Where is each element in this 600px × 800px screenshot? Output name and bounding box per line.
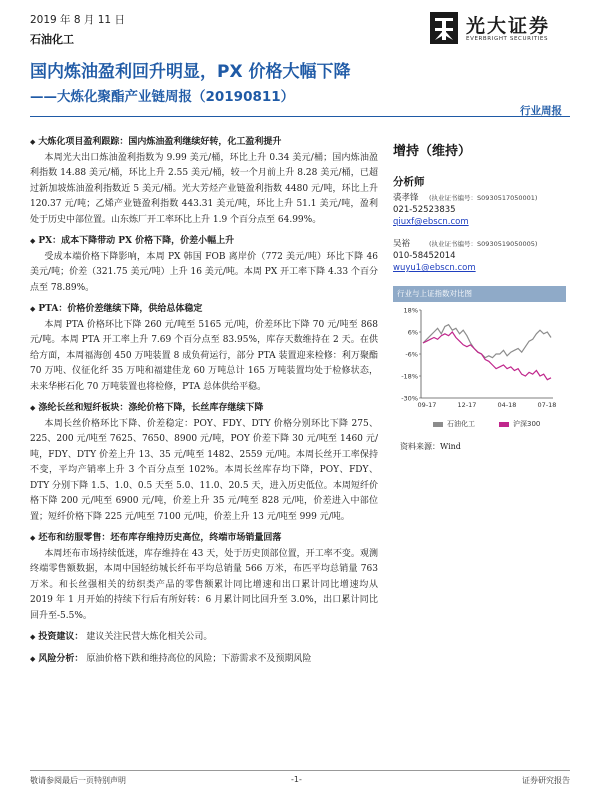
section-advice <box>30 629 378 646</box>
section-heading: 投资建议： <box>38 632 84 642</box>
report-subtitle: ——大炼化聚酯产业链周报（20190811） <box>30 89 295 105</box>
chart-source: 资料来源：Wind <box>400 442 461 451</box>
section-inline-text: 建议关注民营大炼化相关公司。 <box>86 632 213 642</box>
diamond-bullet-icon: ◆ <box>30 236 36 245</box>
report-title: 国内炼油盈利回升明显，PX 价格大幅下降 <box>30 62 351 82</box>
legend-swatch <box>499 422 509 427</box>
legend-swatch <box>433 422 443 427</box>
diamond-bullet-icon: ◆ <box>30 533 36 542</box>
y-tick-label: -30% <box>401 394 418 403</box>
x-tick-label: 12-17 <box>457 401 477 409</box>
analyst-phone: 010-58452014 <box>393 251 456 261</box>
diamond-bullet-icon: ◆ <box>30 632 36 641</box>
section-retail <box>30 530 378 624</box>
legend-label: 沪深300 <box>513 420 541 428</box>
analyst-card <box>393 238 537 274</box>
analyst-name: 裘孝锋 <box>393 193 419 203</box>
analyst-cert-label: (执业证书编号： <box>429 194 478 202</box>
sector-label: 石油化工 <box>30 33 74 46</box>
section-pta <box>30 301 378 395</box>
section-px <box>30 233 378 296</box>
section-polyester <box>30 400 378 525</box>
logo-mark-icon <box>428 10 462 46</box>
header-divider <box>30 116 570 117</box>
legend-label: 石油化工 <box>447 420 475 428</box>
analyst-cert-number: S0930519050005) <box>477 240 538 248</box>
section-risk <box>30 651 378 668</box>
section-heading: 大炼化项目盈利跟踪：国内炼油盈利继续好转，化工盈利提升 <box>38 137 282 147</box>
series-line-0 <box>423 325 551 358</box>
section-paragraph: 本周长丝价格环比下降、价差稳定：POY、FDY、DTY 价格分别环比下降 275、225、200 元/吨至 7625、7650、8900 元/吨，POY 价差下降 30 元/吨至 1460 元/吨，FDY、DTY 价差上升 13、35 元/吨至 1482、2559 元/吨。本周长丝开工率保持不变，平均产销率上升 3 个百分点至 102%。本周长丝库存均下降，POY、FDY、DTY 分别下降 1.5、1.0、0.5 天至 5.0、11.0、20.5 天，进入历史低位。本周短纤价格下降 200 元/吨至 6900 元/吨，价差上升 35 元/吨至 828 元/吨，价差进入中部位置；短纤价格下降 225 元/吨至 7100 元/吨，价差上升 13 元/吨至 999 元/吨。 <box>30 418 378 522</box>
analyst-card <box>393 192 537 228</box>
logo-name-en: EVERBRIGHT SECURITIES <box>466 36 549 42</box>
section-refinery <box>30 134 378 228</box>
footer-brand: 证券研究报告 <box>522 776 570 785</box>
footer-divider <box>30 770 570 771</box>
analyst-heading: 分析师 <box>393 176 425 188</box>
report-type: 行业周报 <box>520 105 562 117</box>
x-tick-label: 04-18 <box>497 401 517 409</box>
analyst-cert-number: S0930517050001) <box>477 194 538 202</box>
section-heading: PX：成本下降带动 PX 价格下降，价差小幅上升 <box>38 236 235 246</box>
x-tick-label: 09-17 <box>417 401 437 409</box>
chart-title: 行业与上证指数对比图 <box>393 286 566 302</box>
section-heading: 风险分析： <box>38 653 84 664</box>
company-logo <box>428 9 578 49</box>
section-heading: 坯布和纺服零售：坯布库存维持历史高位，终端市场销量回落 <box>38 533 282 543</box>
section-heading: PTA：价格价差继续下降，供给总体稳定 <box>38 304 203 314</box>
analyst-phone: 021-52523835 <box>393 205 456 215</box>
y-tick-label: -18% <box>401 372 418 381</box>
x-tick-label: 07-18 <box>537 401 557 409</box>
section-inline-text: 原油价格下跌和维持高位的风险；下游需求不及预期风险 <box>86 653 312 664</box>
analyst-name: 吴裕 <box>393 239 411 249</box>
page-number: -1- <box>291 775 302 784</box>
rating: 增持（维持） <box>393 144 472 159</box>
footer-disclaimer: 敬请参阅最后一页特别声明 <box>30 776 126 785</box>
logo-name: 光大证券 <box>466 15 551 37</box>
y-tick-label: -6% <box>405 350 418 359</box>
diamond-bullet-icon: ◆ <box>30 403 36 412</box>
section-paragraph: 受成本端价格下降影响，本周 PX 韩国 FOB 离岸价（772 美元/吨）环比下降 46 美元/吨；价差（321.75 美元/吨）上升 16 美元/吨。本周 PX 开工率下降 4.33 个百分点至 78.89%。 <box>30 251 378 293</box>
section-paragraph: 本周 PTA 价格环比下降 260 元/吨至 5165 元/吨，价差环比下降 70 元/吨至 868 元/吨。本周 PTA 开工率上升 7.69 个百分点至 83.95%，库存天数维持在 2 天。在供给方面，本周福海创 450 万吨装置 8 成负荷运行，部分 PTA 装置迎来检修：利万聚酯 70 万吨、仪征化纤 35 万吨和福建佳龙 60 万吨总计 165 万吨装置均处于检修状态，未来华彬石化 70 万吨装置也将检修，PTA 总体供给平稳。 <box>30 319 378 392</box>
comparison-chart <box>393 286 566 438</box>
section-paragraph: 本周光大出口炼油盈利指数为 9.99 美元/桶，环比上升 0.34 美元/桶；国内炼油盈利指数 14.88 美元/桶，环比上升 2.55 美元/桶，较一个月前上升 8.28 美元/桶，已超过新加坡炼油盈利指数近 5 美元/桶。光大芳烃产业链盈利指数 4480 元/吨，环比上升 120.37 元/吨；乙烯产业链盈利指数 443.31 美元/吨，环比上升 51.1 美元/吨，盈利处于历史中部位置。山东炼厂开工率环比上升 1.9 个百分点至 64.99%。 <box>30 152 378 225</box>
diamond-bullet-icon: ◆ <box>30 304 36 313</box>
chart-plot <box>393 302 566 438</box>
section-heading: 涤纶长丝和短纤板块：涤纶价格下降，长丝库存继续下降 <box>38 403 264 413</box>
analyst-email-link[interactable]: qiuxf@ebscn.com <box>393 217 469 227</box>
section-paragraph: 本周坯布市场持续低迷，库存维持在 43 天，处于历史顶部位置，开工率不变。观测终端零售额数据，本周中国轻纺城长纤布平均总销量 566 万米，布匹平均总销量 763 万米。和长丝强相关的纺织类产品的零售额累计同比增速和出口累计同比增速均从 2019 年 1 月开始的持续下行后有所好转：6 月累计同比回升至 3.0%，出口累计同比回升至-5.5%。 <box>30 548 378 621</box>
y-tick-label: 6% <box>407 328 418 337</box>
analyst-cert-label: (执业证书编号： <box>429 240 478 248</box>
report-body <box>30 131 378 667</box>
diamond-bullet-icon: ◆ <box>30 137 36 146</box>
report-date: 2019 年 8 月 11 日 <box>30 14 125 26</box>
diamond-bullet-icon: ◆ <box>30 653 36 663</box>
y-tick-label: 18% <box>403 306 418 315</box>
analyst-email-link[interactable]: wuyu1@ebscn.com <box>393 263 476 273</box>
